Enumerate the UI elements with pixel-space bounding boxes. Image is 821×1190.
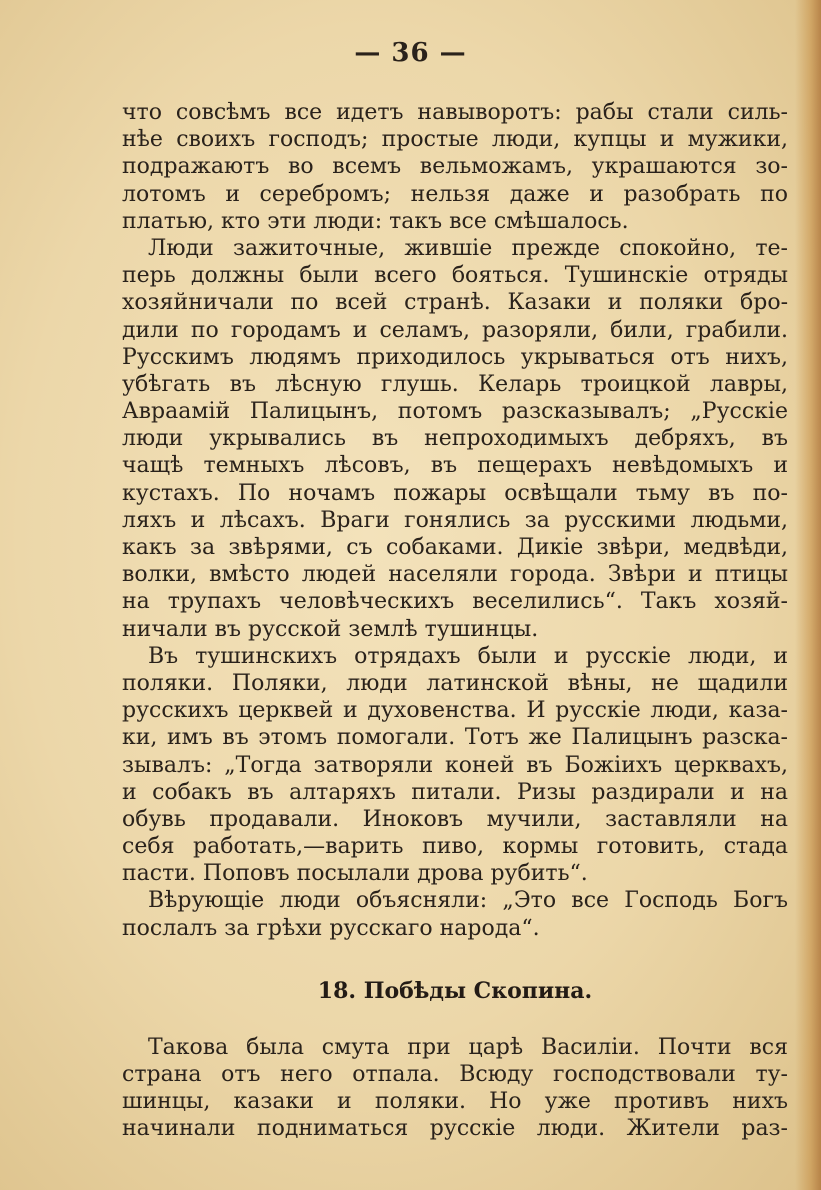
paragraph [122, 887, 788, 941]
text-line: нѣе своихъ господъ; простые люди, купцы и мужики, [122, 127, 788, 153]
text-line: хозяйничали по всей странѣ. Казаки и поляки бро- [122, 290, 788, 316]
text-line: Въ тушинскихъ отрядахъ были и русскіе люди, и [148, 643, 788, 669]
text-line: Русскимъ людямъ приходилось укрываться отъ нихъ, [122, 344, 788, 370]
text-body [122, 99, 788, 1143]
text-line: ляхъ и лѣсахъ. Враги гонялись за русскими людьми, [122, 507, 788, 533]
text-line: что совсѣмъ все идетъ навыворотъ: рабы стали силь- [122, 100, 788, 125]
paragraph [122, 643, 788, 888]
text-line: поляки. Поляки, люди латинской вѣны, не щадили [122, 670, 788, 696]
text-line: Вѣрующіе люди объясняли: „Это все Господь Богъ [148, 888, 788, 914]
text-line: люди укрывались въ непроходимыхъ дебряхъ, въ [122, 426, 788, 452]
text-line: Авраамій Палицынъ, потомъ разсказывалъ; „Русскіе [122, 399, 788, 425]
text-line: Такова была смута при царѣ Василіи. Почти вся [148, 1034, 788, 1060]
text-line: обувь продавали. Иноковъ мучили, заставляли на [122, 806, 788, 832]
paragraph [122, 235, 788, 643]
text-line: дили по городамъ и селамъ, разоряли, били, грабили. [122, 317, 788, 343]
text-line: русскихъ церквей и духовенства. И русскіе люди, каза- [122, 698, 788, 724]
text-line: платью, кто эти люди: такъ все смѣшалось. [122, 208, 629, 234]
text-line: зывалъ: „Тогда затворяли коней въ Божіихъ церквахъ, [122, 752, 788, 778]
page-edge-shadow [795, 0, 821, 1190]
page-number: — 36 — [354, 38, 467, 68]
text-line: подражаютъ во всемъ вельможамъ, украшаются зо- [122, 154, 788, 180]
text-line: себя работать,—варить пиво, кормы готовить, стада [122, 834, 788, 860]
text-line: Люди зажиточные, жившіе прежде спокойно, те- [148, 235, 788, 261]
text-line: волки, вмѣсто людей населяли города. Звѣри и птицы [122, 562, 788, 588]
text-line: на трупахъ человѣческихъ веселились“. Такъ хозяй- [122, 589, 788, 615]
paragraph [122, 99, 788, 235]
text-line: кустахъ. По ночамъ пожары освѣщали тьму въ по- [122, 480, 788, 506]
text-line: какъ за звѣрями, съ собаками. Дикіе звѣри, медвѣди, [122, 535, 788, 560]
text-line: начинали подниматься русскіе люди. Жители раз- [122, 1116, 788, 1142]
text-line: и собакъ въ алтаряхъ питали. Ризы раздирали и на [122, 779, 788, 805]
text-line: страна отъ него отпала. Всюду господствовали ту- [122, 1062, 788, 1087]
section-heading: 18. Побѣды Скопина. [317, 977, 593, 1004]
text-line: перь должны были всего бояться. Тушинскіе отряды [122, 263, 788, 289]
text-line: чащѣ темныхъ лѣсовъ, въ пещерахъ невѣдомыхъ и [122, 453, 788, 479]
text-line: убѣгать въ лѣсную глушь. Келарь троицкой лавры, [122, 371, 788, 397]
text-line: лотомъ и серебромъ; нельзя даже и разобрать по [122, 181, 788, 207]
text-line: пасти. Поповъ посылали дрова рубить“. [122, 861, 588, 887]
text-line: ничали въ русской землѣ тушинцы. [122, 616, 539, 642]
paragraph [122, 1034, 788, 1143]
text-line: ки, имъ въ этомъ помогали. Тотъ же Палицынъ разска- [122, 725, 788, 751]
text-line: послалъ за грѣхи русскаго народа“. [122, 915, 540, 941]
text-line: шинцы, казаки и поляки. Но уже противъ нихъ [122, 1089, 788, 1115]
